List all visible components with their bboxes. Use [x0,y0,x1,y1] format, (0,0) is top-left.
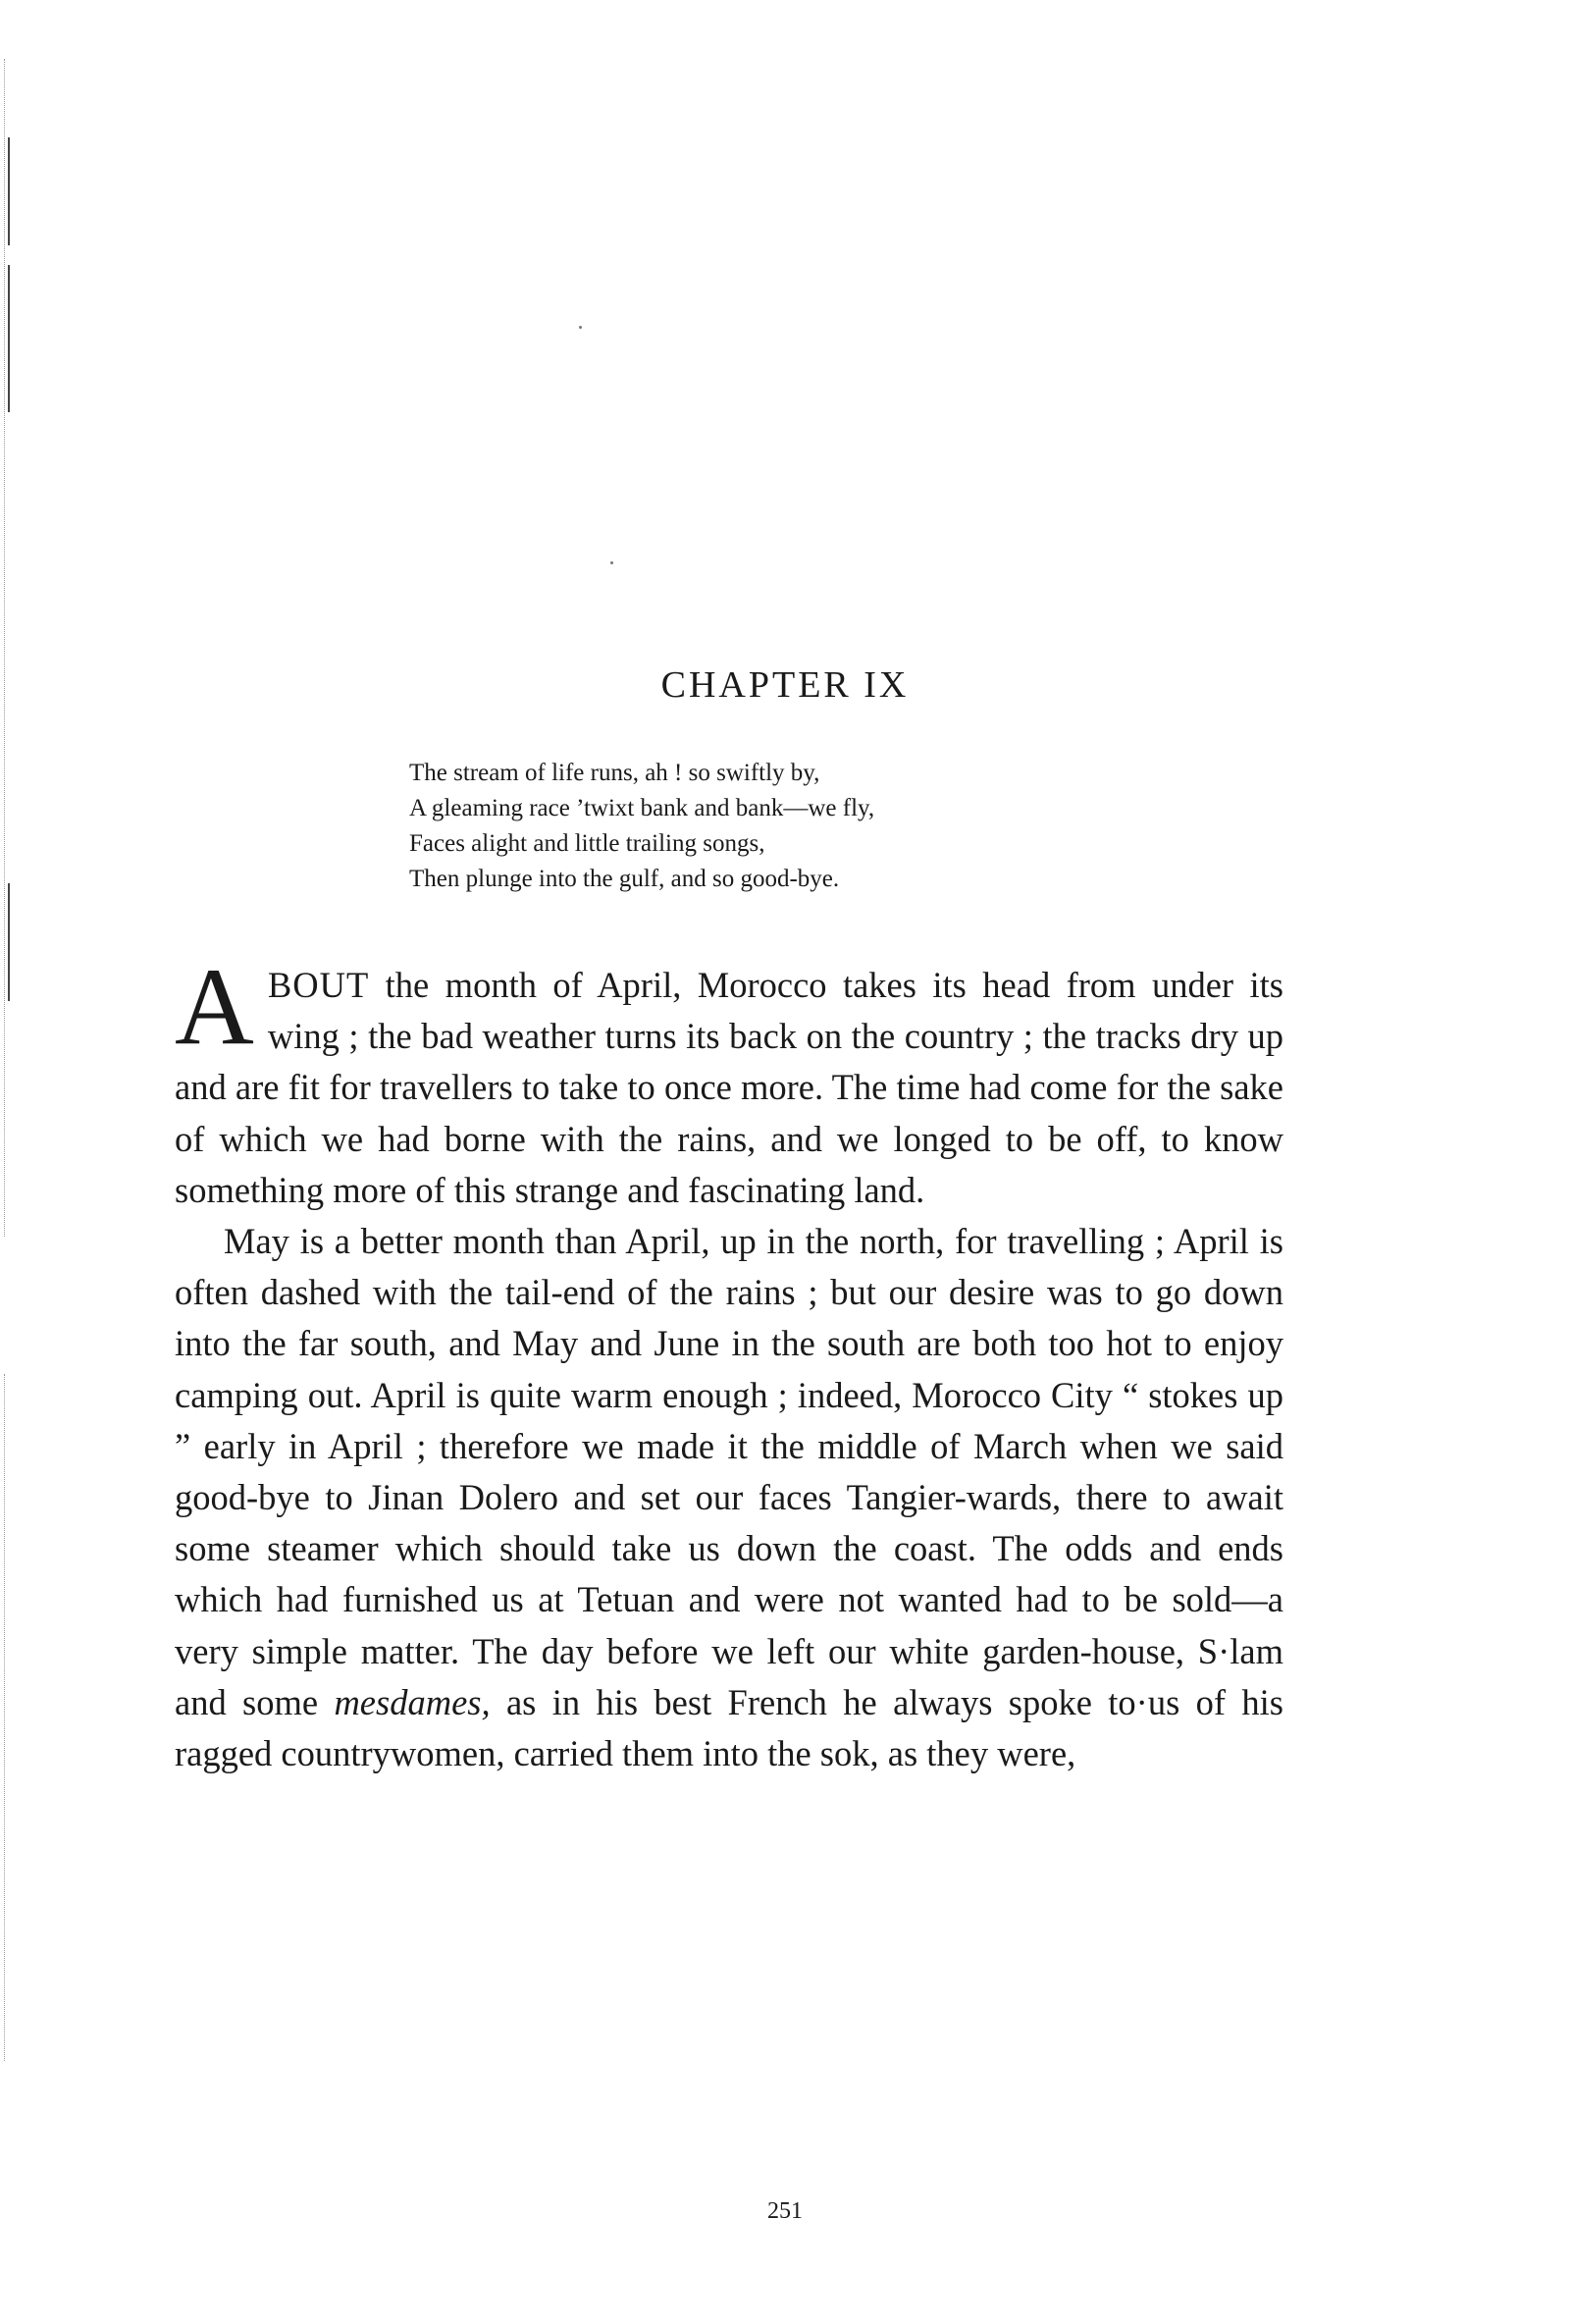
paragraph-text: the month of April, Morocco takes its head from under its wing ; the bad weather turns its back on the country ; the tracks dry up and are fit for travellers to take to once more. The time had come for the sake of which we had borne with the rains, and we longed to be off, to know something more of this strange and fascinating land. [175,965,1283,1210]
scan-edge-dots [4,1374,6,2061]
drop-cap: A [175,946,254,1068]
body-text [175,946,1283,1779]
paragraph [175,1216,1283,1779]
scan-edge-dots [4,59,6,1237]
scan-speck [579,326,582,329]
paragraph-text: May is a better month than April, up in the north, for travelling ; April is often dashed with the tail-end of the rains ; but our desire was to go down into the far south, and May and June in the south are both too hot to enjoy camping out. April is quite warm enough ; indeed, Morocco City “ stokes up ” early in April ; therefore we made it the middle of March when we said good-bye to Jinan Dolero and set our faces Tangier-wards, there to await some steamer which should take us down the coast. The odds and ends which had furnished us at Tetuan and were not wanted had to be sold—a very simple matter. The day before we left our white garden-house, S·lam and some [175,1221,1283,1722]
page-number: 251 [767,2198,803,2224]
scan-speck [610,561,613,564]
epigraph-line: Then plunge into the gulf, and so good-bye. [409,866,840,892]
epigraph-line: A gleaming race ’twixt bank and bank—we fly, [409,795,875,821]
italic-word: mesdames, [334,1681,491,1722]
scan-edge-mark [8,137,10,245]
opening-word: BOUT [267,965,370,1005]
epigraph [409,756,1194,897]
paragraph [175,946,1283,1216]
epigraph-line: The stream of life runs, ah ! so swiftly by, [409,760,820,786]
scan-edge-mark [8,883,10,1001]
chapter-title: CHAPTER IX [660,664,910,706]
epigraph-line: Faces alight and little trailing songs, [409,830,765,857]
paragraph-text: as in his best French he always spoke to·us of his ragged countrywomen, carried them into the sok, as they were, [175,1681,1283,1774]
scan-edge-mark [8,265,10,412]
